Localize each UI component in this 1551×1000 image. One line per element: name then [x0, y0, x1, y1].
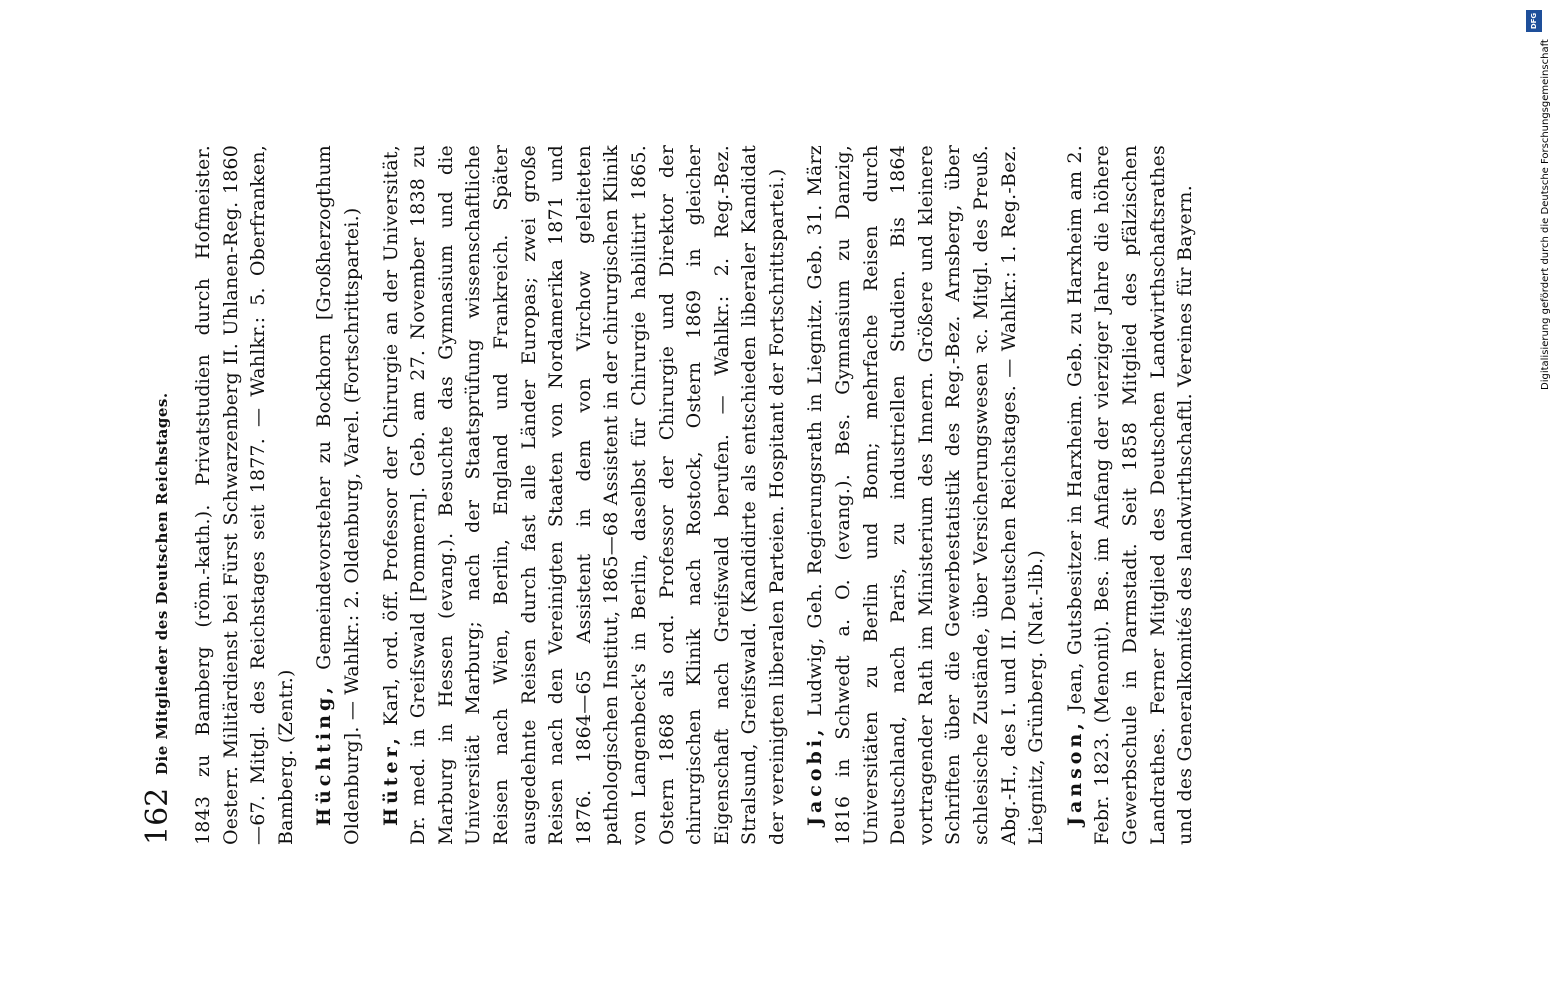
- entry-text: Ludwig, Geh. Regierungsrath in Liegnitz. Geb. 31. März 1816 in Schwedt a. O. (evang.). Bes. Gymnasium zu Danzig, Universitäten zu Berlin und Bonn; mehrfache Reisen durch Deutschland, nach Paris, zu industriellen Studien. Bis 1864 vortragender Rath im Ministerium des Innern. Größere und kleinere Schriften über die Gewerbestatistik des Reg.-Bez. Arnsberg, über schlesische Zustände, über Versicherungswesen ꝛc. Mitgl. des Preuß. Abg.-H., des I. und II. Deutschen Reichstages. — Wahlkr.: 1. Reg.-Bez. Liegnitz, Grünberg. (Nat.-lib.): [804, 145, 1048, 845]
- page-number: 162: [140, 787, 175, 845]
- entry-name: Janson,: [1063, 719, 1086, 826]
- entry-name: Jacobi,: [804, 725, 827, 826]
- entry-text: Gemeindevorsteher zu Bockhorn [Großherzogthum Oldenburg]. — Wahlkr.: 2. Oldenburg, Varel. (Fortschrittspartei.): [313, 145, 363, 845]
- member-entry-janson: [1062, 145, 1200, 845]
- rotated-book-page: [140, 145, 1410, 845]
- member-entry-hueter: [378, 145, 792, 845]
- entry-name: Hüter,: [379, 734, 402, 826]
- member-entry-huechting: [311, 145, 366, 845]
- dfg-logo: [1526, 10, 1542, 32]
- entry-text: 1843 zu Bamberg (röm.-kath.). Privatstudien durch Hofmeister. Oesterr. Militärdienst bei Fürst Schwarzenberg II. Uhlanen-Reg. 1860—67. Mitgl. des Reichstages seit 1877. — Wahlkr.: 5. Oberfranken, Bamberg. (Zentr.): [192, 145, 297, 845]
- running-head: [140, 145, 180, 845]
- member-entry-jacobi: [802, 145, 1050, 845]
- member-entry-continued: [190, 145, 300, 845]
- entry-text: Karl, ord. öff. Professor der Chirurgie an der Universität, Dr. med. in Greifswald [Pommern]. Geb. am 27. November 1838 zu Marburg in Hessen (evang.). Besuchte das Gymnasium und die Universität Marburg; nach der Staatsprüfung wissenschaftliche Reisen nach Wien, Berlin, England und Frankreich. Später ausgedehnte Reisen durch fast alle Länder Europas; zwei große Reisen nach den Vereinigten Staaten von Nordamerika 1871 und 1876. 1864—65 Assistent in dem von Virchow geleiteten pathologischen Institut, 1865—68 Assistent in der chirurgischen Klinik von Langenbeck's in Berlin, daselbst für Chirurgie habilitirt 1865. Ostern 1868 als ord. Professor der Chirurgie und Direktor der chirurgischen Klinik nach Rostock, Ostern 1869 in gleicher Eigenschaft nach Greifswald berufen. — Wahlkr.: 2. Reg.-Bez. Stralsund, Greifswald. (Kandidirte als entschieden liberaler Kandidat der vereinigten liberalen Parteien. Hospitant der Fortschrittspartei.): [379, 145, 788, 845]
- running-title: Die Mitglieder des Deutschen Reichstages.: [153, 392, 171, 775]
- digitization-notice: Digitalisierung gefördert durch die Deutsche Forschungsgemeinschaft: [1540, 39, 1551, 390]
- entry-name: Hüchting,: [313, 683, 336, 826]
- entry-text: Jean, Gutsbesitzer in Harxheim. Geb. zu Harxheim am 2. Febr. 1823. (Menonit). Bes. im Anfang der vierziger Jahre die höhere Gewerbschule in Darmstadt. Seit 1858 Mitglied des pfälzischen Landrathes. Ferner Mitglied des Deutschen Landwirthschaftsrathes und des Generalkomités des landwirthschaftl. Vereines für Bayern.: [1063, 145, 1197, 845]
- dfg-logo-text: DFG: [1530, 12, 1538, 30]
- member-entries: [190, 145, 1200, 845]
